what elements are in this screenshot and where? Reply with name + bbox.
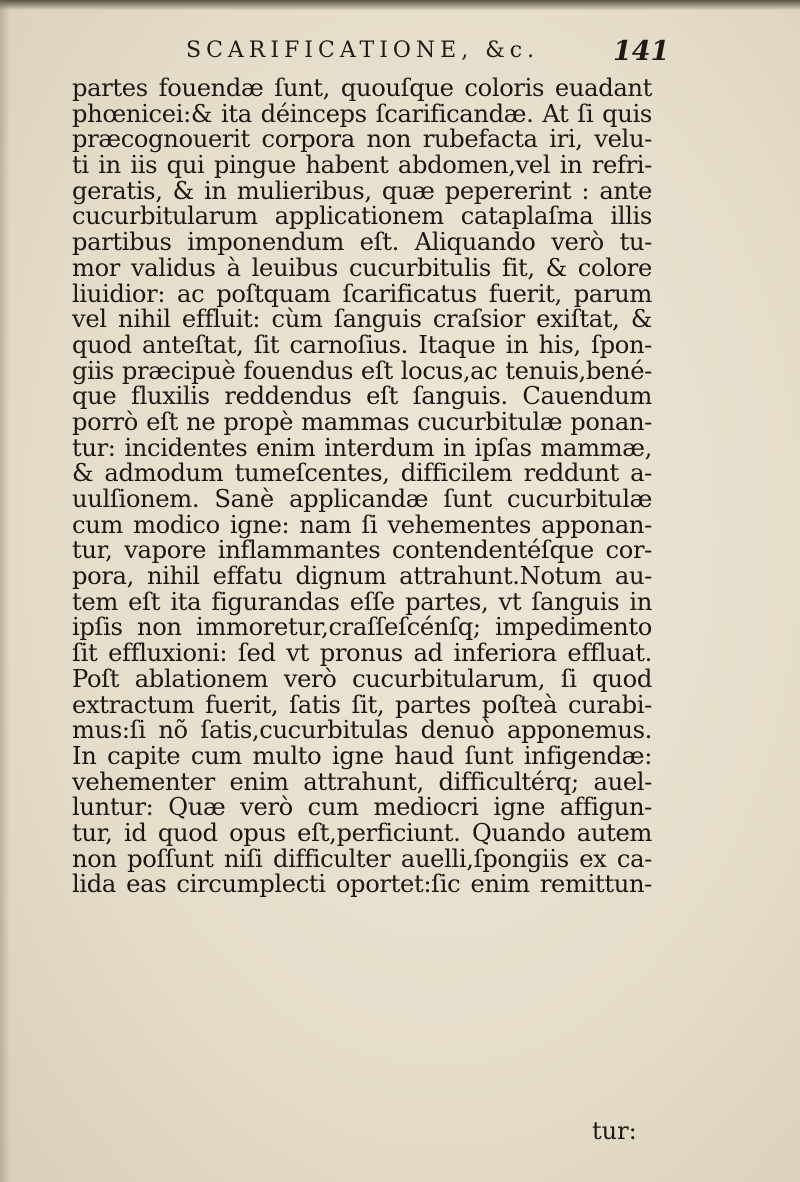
text-line: tem eſt ita figurandas eſſe partes, vt ſanguis in <box>72 587 652 616</box>
text-line: porrò eſt ne propè mammas cucurbitulæ ponan- <box>72 407 652 436</box>
text-line: præcognouerit corpora non rubefacta iri, velu- <box>72 125 652 154</box>
text-line: tur: incidentes enim interdum in ipſas mammæ, <box>72 433 652 462</box>
running-head <box>0 38 800 78</box>
text-line: quod anteſtat, ſit carnoſius. Itaque in his, ſpon- <box>72 330 652 359</box>
text-line: mor validus à leuibus cucurbitulis fit, & colore <box>72 253 652 282</box>
text-line: Poſt ablationem verò cucurbitularum, ſi quod <box>72 664 652 693</box>
text-line: ipſis non immoretur,craſſeſcénſq; impedimento <box>72 613 652 642</box>
page-number: 141 <box>613 36 670 67</box>
text-line: mus:ſi nõ ſatis,cucurbitulas denuò apponemus. <box>72 716 652 745</box>
text-line: vehementer enim attrahunt, difficultérq; auel- <box>72 767 652 796</box>
text-line: uulſionem. Sanè applicandæ ſunt cucurbitulæ <box>72 485 652 513</box>
text-line: ti in iis qui pingue habent abdomen,vel in refri- <box>72 151 652 180</box>
text-line: luntur: Quæ verò cum mediocri igne affigun- <box>72 793 652 822</box>
text-line: liuidior: ac poſtquam ſcarificatus fuerit, parum <box>72 279 652 308</box>
text-line: phœnicei:& ita déinceps ſcarificandæ. At ſi quis <box>72 99 652 128</box>
text-line: non poſſunt niſi difficulter auelli,ſpongiis ex ca- <box>72 844 652 873</box>
text-line: vel nihil effluit: cùm ſanguis craſsior exiſtat, & <box>72 305 652 334</box>
gutter-shadow <box>0 0 10 1182</box>
text-line: tur, vapore inflammantes contendentéſque cor- <box>72 536 652 565</box>
running-head-title: SCARIFICATIONE, &c. <box>186 38 540 63</box>
text-line: partibus imponendum eſt. Aliquando verò tu- <box>72 228 652 257</box>
text-line: que fluxilis reddendus eſt ſanguis. Cauendum <box>72 382 652 411</box>
text-line: cum modico igne: nam ſi vehementes apponan- <box>72 510 652 539</box>
text-line: ſit effluxioni: ſed vt pronus ad inferiora effluat. <box>72 639 652 668</box>
text-line: pora, nihil effatu dignum attrahunt.Notum au- <box>72 562 652 591</box>
text-line: & admodum tumeſcentes, difficilem reddunt a- <box>72 459 652 488</box>
body-text <box>72 76 652 898</box>
text-line: extractum fuerit, ſatis ſit, partes poſteà curabi- <box>72 690 652 719</box>
text-line: In capite cum multo igne haud ſunt infigendæ: <box>72 741 652 770</box>
text-line: giis præcipuè fouendus eſt locus,ac tenuis,bené- <box>72 356 652 385</box>
page-top-edge <box>0 0 800 10</box>
text-line: partes fouendæ ſunt, quouſque coloris euadant <box>72 74 652 102</box>
text-line: lida eas circumplecti oportet:ſic enim remittun- <box>72 870 652 899</box>
text-line: tur, id quod opus eſt,perficiunt. Quando autem <box>72 818 652 847</box>
text-line: geratis, & in mulieribus, quæ pepererint : ante <box>72 176 652 205</box>
catchword: tur: <box>592 1117 637 1145</box>
text-line: cucurbitularum applicationem cataplaſma illis <box>72 202 652 231</box>
